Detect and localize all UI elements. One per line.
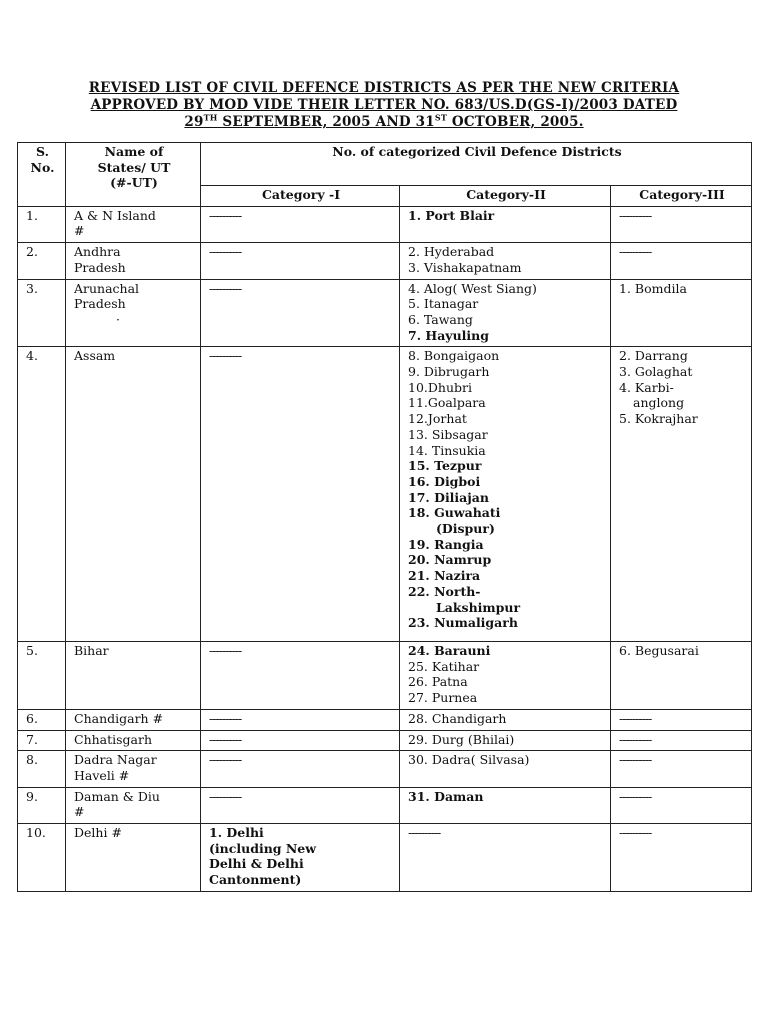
- row-category-2: [400, 347, 611, 642]
- district-item: 25. Katihar: [408, 658, 480, 674]
- row-sno: 3.: [18, 279, 66, 347]
- table-header-row: [18, 143, 752, 186]
- row-category-1: ----------: [201, 279, 400, 347]
- district-item-continued: Cantonment): [209, 872, 302, 888]
- district-item: 1. Delhi: [209, 825, 264, 841]
- row-category-3: ----------: [611, 751, 752, 787]
- row-category-2: [400, 730, 611, 751]
- state-line: Dadra Nagar: [74, 752, 157, 768]
- state-mark: ·: [116, 311, 120, 327]
- district-item: 14. Tinsukia: [408, 442, 486, 458]
- district-item-continued: (Dispur): [436, 521, 495, 537]
- row-category-3: [611, 279, 752, 347]
- state-line: Delhi #: [74, 825, 122, 841]
- header-category-2: Category-II: [400, 186, 611, 207]
- district-item: 2. Darrang: [619, 348, 688, 364]
- state-line: Bihar: [74, 642, 109, 658]
- row-sno: 6.: [18, 709, 66, 730]
- district-item: 30. Dadra( Silvasa): [408, 752, 530, 768]
- row-category-3: ----------: [611, 206, 752, 242]
- heading-date-3: OCTOBER, 2005.: [447, 114, 584, 130]
- heading-date-2: SEPTEMBER, 2005 AND 31: [217, 114, 435, 130]
- district-item: 3. Vishakapatnam: [408, 259, 522, 275]
- district-item: 19. Rangia: [408, 536, 484, 552]
- row-category-1: [201, 824, 400, 892]
- row-sno: 9.: [18, 787, 66, 823]
- district-item: 5. Kokrajhar: [619, 411, 698, 427]
- district-item: 4. Karbi-: [619, 379, 674, 395]
- table-row: [18, 641, 752, 709]
- state-line: Haveli #: [74, 767, 130, 783]
- row-category-3: ----------: [611, 787, 752, 823]
- district-item: 26. Patna: [408, 674, 468, 690]
- district-item: 6. Tawang: [408, 311, 473, 327]
- district-item: 9. Dibrugarh: [408, 364, 490, 380]
- row-category-1: ----------: [201, 641, 400, 709]
- district-item: 12.Jorhat: [408, 411, 467, 427]
- row-state: [66, 751, 201, 787]
- row-sno: 2.: [18, 243, 66, 279]
- district-item: 31. Daman: [408, 788, 484, 804]
- state-line: Assam: [74, 348, 116, 364]
- district-item: 11.Goalpara: [408, 395, 486, 411]
- row-state: [66, 824, 201, 892]
- district-item: 17. Diliajan: [408, 489, 489, 505]
- district-item: 7. Hayuling: [408, 327, 489, 343]
- civil-defence-table: [17, 142, 752, 892]
- heading-sup-th: TH: [203, 112, 218, 123]
- district-item: 2. Hyderabad: [408, 244, 495, 260]
- row-sno: 8.: [18, 751, 66, 787]
- heading-line-3: [28, 114, 740, 131]
- header-category-1: Category -I: [201, 186, 400, 207]
- row-state: [66, 206, 201, 242]
- header-sno-line: S.: [36, 144, 49, 159]
- row-state: [66, 709, 201, 730]
- header-group: No. of categorized Civil Defence Districts: [201, 143, 752, 186]
- state-line: Arunachal: [74, 280, 140, 296]
- district-item: 4. Alog( West Siang): [408, 280, 537, 296]
- state-line: Daman & Diu: [74, 788, 160, 804]
- table-row: [18, 279, 752, 347]
- district-item: 10.Dhubri: [408, 379, 472, 395]
- document-heading: [28, 80, 740, 131]
- row-category-2: [400, 751, 611, 787]
- row-category-3: ----------: [611, 709, 752, 730]
- district-item: 27. Purnea: [408, 690, 478, 706]
- district-item: 3. Golaghat: [619, 364, 693, 380]
- heading-date-1: 29: [184, 114, 204, 130]
- district-item-continued: Delhi & Delhi: [209, 856, 304, 872]
- table-row: [18, 243, 752, 279]
- district-item: 13. Sibsagar: [408, 426, 488, 442]
- row-category-3: ----------: [611, 824, 752, 892]
- district-item: 23. Numaligarh: [408, 615, 518, 631]
- row-category-1: ----------: [201, 709, 400, 730]
- row-category-2: [400, 641, 611, 709]
- row-category-2: [400, 787, 611, 823]
- table-row: [18, 347, 752, 642]
- row-state: [66, 279, 201, 347]
- district-item: 21. Nazira: [408, 568, 481, 584]
- header-sno: [18, 143, 66, 207]
- header-state-line: (#-UT): [110, 175, 158, 191]
- table-row: [18, 751, 752, 787]
- row-state: [66, 730, 201, 751]
- district-item: 22. North-: [408, 583, 481, 599]
- row-category-2: ----------: [400, 824, 611, 892]
- heading-sup-st: ST: [434, 112, 447, 123]
- header-state-line: States/ UT: [97, 159, 171, 175]
- state-line: #: [74, 223, 85, 239]
- district-item: 20. Namrup: [408, 552, 492, 568]
- district-item: 8. Bongaigaon: [408, 348, 500, 364]
- row-state: [66, 347, 201, 642]
- state-line: A & N Island: [74, 207, 156, 223]
- district-item: 28. Chandigarh: [408, 710, 507, 726]
- row-category-2: [400, 709, 611, 730]
- district-item: 1. Bomdila: [619, 280, 687, 296]
- row-category-1: ----------: [201, 730, 400, 751]
- row-category-1: ----------: [201, 751, 400, 787]
- row-category-2: [400, 206, 611, 242]
- district-item: 5. Itanagar: [408, 296, 479, 312]
- district-item: 24. Barauni: [408, 642, 491, 658]
- table-row: [18, 709, 752, 730]
- row-state: [66, 787, 201, 823]
- district-item: 18. Guwahati: [408, 505, 501, 521]
- row-category-3: ----------: [611, 243, 752, 279]
- heading-line-1: REVISED LIST OF CIVIL DEFENCE DISTRICTS AS PER THE NEW CRITERIA: [88, 80, 680, 96]
- row-category-3: [611, 641, 752, 709]
- row-sno: 4.: [18, 347, 66, 642]
- header-sno-line: No.: [30, 159, 55, 175]
- row-state: [66, 243, 201, 279]
- header-category-3: Category-III: [611, 186, 752, 207]
- row-sno: 7.: [18, 730, 66, 751]
- state-line: #: [74, 804, 85, 820]
- state-line: Andhra: [74, 244, 121, 260]
- row-sno: 1.: [18, 206, 66, 242]
- district-item-continued: (including New: [209, 840, 317, 856]
- district-item: 15. Tezpur: [408, 458, 482, 474]
- row-sno: 10.: [18, 824, 66, 892]
- district-item-continued: Lakshimpur: [436, 599, 521, 615]
- row-category-3: ----------: [611, 730, 752, 751]
- row-sno: 5.: [18, 641, 66, 709]
- table-row: [18, 206, 752, 242]
- header-state: [66, 143, 201, 207]
- row-category-1: ----------: [201, 347, 400, 642]
- row-category-2: [400, 243, 611, 279]
- district-item: 16. Digboi: [408, 473, 481, 489]
- district-item: 6. Begusarai: [619, 642, 699, 658]
- table-row: [18, 787, 752, 823]
- row-category-3: [611, 347, 752, 642]
- table-row: [18, 730, 752, 751]
- row-state: [66, 641, 201, 709]
- state-line: Pradesh: [74, 296, 126, 312]
- heading-line-2: APPROVED BY MOD VIDE THEIR LETTER NO. 683/US.D(GS-I)/2003 DATED: [90, 97, 678, 113]
- district-item: 1. Port Blair: [408, 207, 495, 223]
- district-item: 29. Durg (Bhilai): [408, 731, 515, 747]
- row-category-2: [400, 279, 611, 347]
- state-line: Pradesh: [74, 259, 126, 275]
- state-line: Chandigarh #: [74, 710, 164, 726]
- table-row: [18, 824, 752, 892]
- header-state-line: Name of: [104, 144, 164, 159]
- row-category-1: ----------: [201, 243, 400, 279]
- row-category-1: ----------: [201, 206, 400, 242]
- state-line: Chhatisgarh: [74, 731, 153, 747]
- row-category-1: ----------: [201, 787, 400, 823]
- district-item-continued: anglong: [633, 395, 685, 411]
